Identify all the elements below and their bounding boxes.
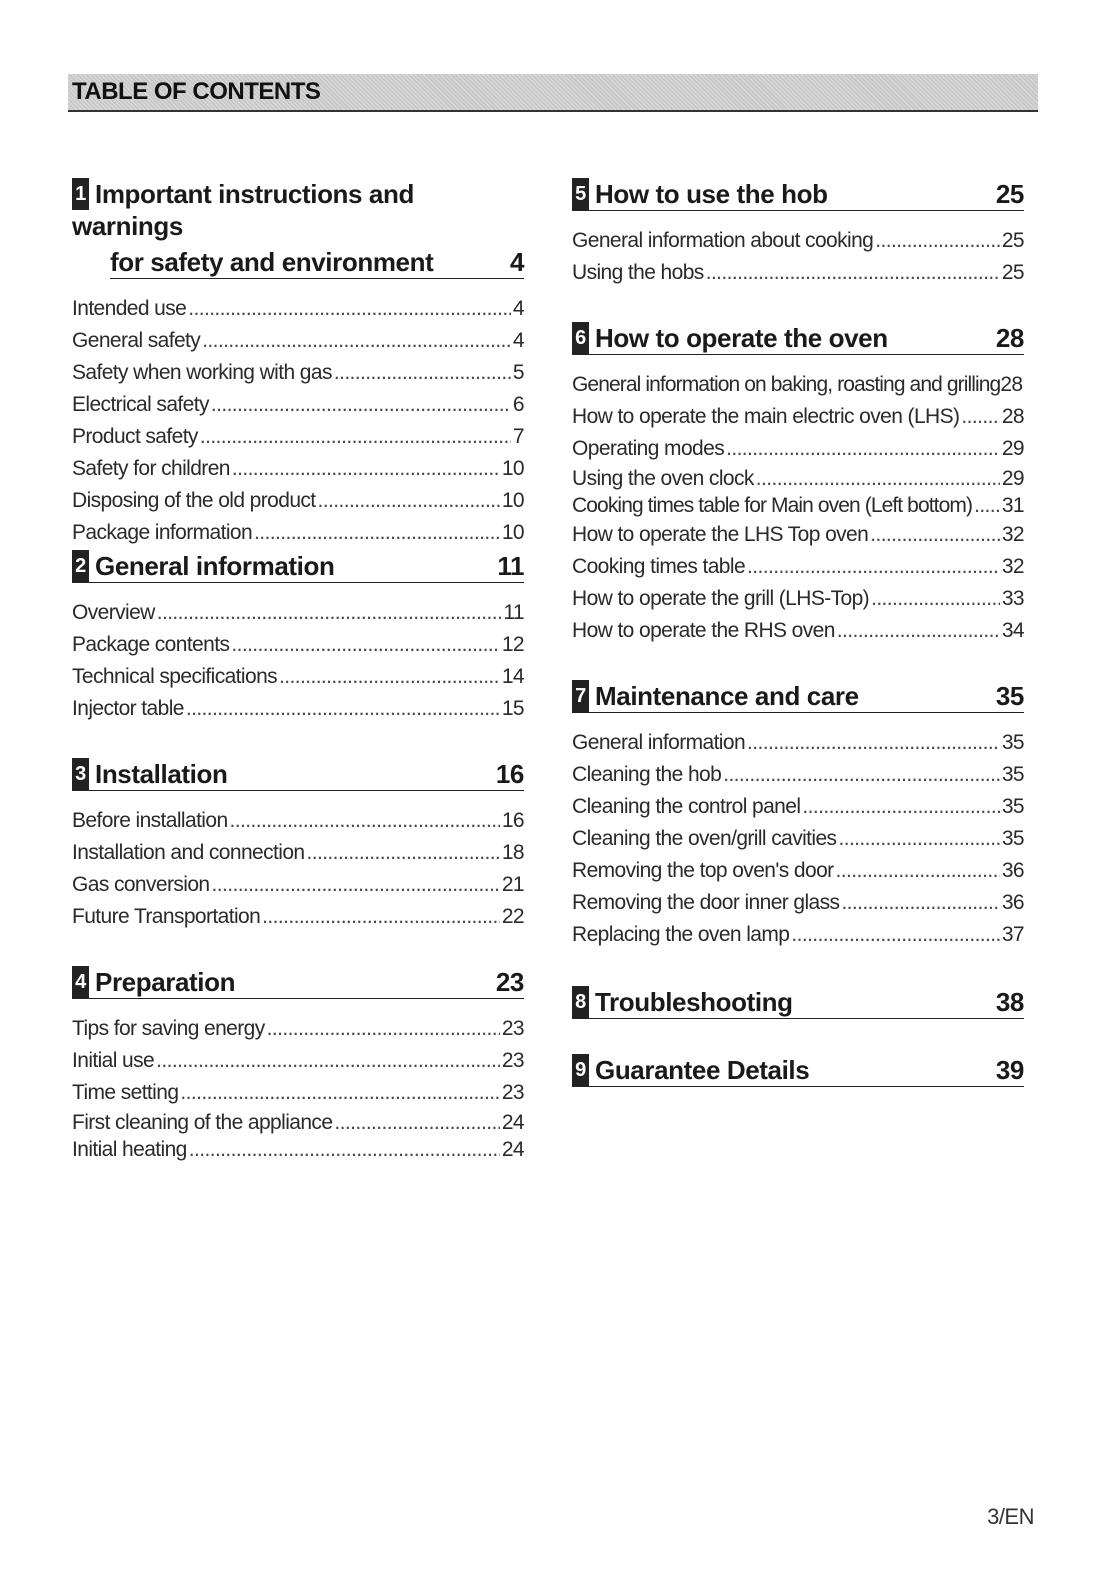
entry-page: 32 [1001,523,1024,546]
entry-label: Safety when working with gas [72,361,332,384]
dot-leader [747,551,1000,583]
toc-entry[interactable] [572,887,1024,919]
entry-label: Disposing of the old product [72,489,316,512]
entry-label: Cooking times table [572,555,746,578]
dot-leader [875,225,1000,257]
section-heading-5[interactable] [572,178,1024,211]
entry-page: 36 [1001,891,1024,914]
toc-entry[interactable] [72,869,524,901]
entry-label: Installation and connection [72,841,305,864]
dot-leader [841,887,999,919]
entry-label: Before installation [72,809,228,832]
toc-section-5 [572,178,1024,289]
entry-page: 28 [1000,373,1023,396]
dot-leader [186,693,500,725]
entry-page: 7 [512,425,524,448]
dot-leader [202,325,511,357]
entry-label: Gas conversion [72,873,210,896]
section-entries [572,225,1024,289]
entry-page: 35 [1001,731,1024,754]
toc-entry[interactable] [572,369,1024,401]
section-page-number: 16 [495,759,524,789]
section-page-number: 4 [509,247,524,277]
entry-label: General information [572,731,746,754]
section-title: Installation [95,759,228,789]
section-number-badge: 6 [572,322,589,354]
section-page-number: 39 [995,1055,1024,1085]
entry-page: 35 [1001,795,1024,818]
toc-entry[interactable] [572,919,1024,951]
dot-leader [267,1013,500,1045]
section-title: General information [95,551,335,581]
section-page-number: 35 [995,681,1024,711]
entry-label: How to operate the RHS oven [572,619,835,642]
entry-page: 37 [1001,923,1024,946]
section-heading-1-line2[interactable] [110,246,524,279]
toc-entry[interactable] [72,1045,524,1077]
section-heading-8[interactable] [572,986,1024,1019]
toc-section-8 [572,986,1024,1019]
toc-entry[interactable] [572,583,1024,615]
entry-label: Replacing the oven lamp [572,923,790,946]
toc-entry[interactable] [72,421,524,453]
entry-label: Cleaning the control panel [572,795,801,818]
dot-leader [871,583,1000,615]
entry-label: Initial use [72,1049,155,1072]
entry-label: Overview [72,601,155,624]
toc-entry[interactable] [72,517,524,549]
toc-entry[interactable] [72,693,524,725]
entry-label: First cleaning of the appliance [72,1111,333,1134]
section-heading-4[interactable] [72,966,524,999]
toc-entry[interactable] [572,401,1024,433]
toc-entry[interactable] [72,837,524,869]
toc-entry[interactable] [572,519,1024,551]
entry-page: 18 [501,841,524,864]
dot-leader [802,791,999,823]
entry-label: General information on baking, roasting and grilling [572,373,1001,396]
section-number-badge: 5 [572,178,589,210]
toc-entry[interactable] [572,257,1024,289]
dot-leader [334,357,511,389]
entry-label: Time setting [72,1081,179,1104]
entry-page: 24 [501,1138,524,1161]
dot-leader [262,901,500,933]
toc-entry[interactable] [572,225,1024,257]
dot-leader [726,433,1000,465]
entry-page: 4 [512,329,524,352]
toc-entry[interactable] [72,453,524,485]
section-number-badge: 7 [572,680,589,712]
toc-entry[interactable] [72,293,524,325]
section-number-badge: 9 [572,1054,589,1086]
dot-leader [838,823,999,855]
section-page-number: 25 [995,179,1024,209]
toc-header-bar [68,74,1038,112]
entry-label: Removing the door inner glass [572,891,840,914]
section-heading-3[interactable] [72,758,524,791]
section-title: Guarantee Details [595,1055,810,1085]
entry-label: Package information [72,521,253,544]
entry-label: Future Transportation [72,905,261,928]
toc-entry[interactable] [572,727,1024,759]
toc-entry[interactable] [572,551,1024,583]
entry-label: How to operate the main electric oven (LHS) [572,405,960,428]
entry-page: 11 [503,601,524,624]
dot-leader [747,727,1000,759]
section-page-number: 38 [995,987,1024,1017]
section-title: Maintenance and care [595,681,859,711]
section-title: How to use the hob [595,179,828,209]
dot-leader [188,293,511,325]
entry-label: Removing the top oven's door [572,859,834,882]
section-entries [72,293,524,549]
entry-page: 6 [512,393,524,416]
entry-page: 24 [501,1111,524,1134]
entry-label: Cooking times table for Main oven (Left bottom) [572,494,973,517]
section-heading-2[interactable] [72,550,524,583]
entry-page: 29 [1001,437,1024,460]
section-title: Troubleshooting [595,987,793,1017]
dot-leader [211,389,511,421]
toc-entry[interactable] [572,823,1024,855]
section-title-line1: Important instructions and warnings [72,179,414,241]
dot-leader [837,615,1000,647]
entry-label: Product safety [72,425,198,448]
dot-leader [318,485,500,517]
entry-page: 32 [1001,555,1024,578]
entry-label: Using the oven clock [572,467,754,490]
entry-page: 16 [501,809,524,832]
entry-page: 4 [512,297,524,320]
entry-page: 22 [501,905,524,928]
entry-page: 23 [501,1049,524,1072]
dot-leader [836,855,1000,887]
dot-leader [706,257,1000,289]
toc-entry[interactable] [72,1136,524,1163]
section-entries [572,727,1024,951]
section-title: How to operate the oven [595,323,888,353]
entry-page: 29 [1001,467,1024,490]
dot-leader [306,837,499,869]
dot-leader [756,465,1000,492]
toc-entry[interactable] [72,1109,524,1136]
toc-entry[interactable] [572,433,1024,465]
toc-section-2 [72,550,524,725]
entry-page: 34 [1001,619,1024,642]
entry-page: 36 [1001,859,1024,882]
section-title-line2: for safety and environment [110,247,434,277]
dot-leader [254,517,500,549]
entry-page: 23 [501,1081,524,1104]
section-number-badge: 4 [72,966,89,998]
section-heading-1[interactable] [72,178,524,242]
entry-label: Safety for children [72,457,230,480]
section-page-number: 11 [497,551,524,581]
toc-section-9 [572,1054,1024,1087]
toc-entry[interactable] [572,615,1024,647]
entry-label: Cleaning the oven/grill cavities [572,827,837,850]
toc-entry[interactable] [572,759,1024,791]
dot-leader [870,519,1000,551]
section-number-badge: 8 [572,986,589,1018]
dot-leader [230,805,500,837]
toc-entry[interactable] [72,629,524,661]
section-page-number: 28 [995,323,1024,353]
toc-entry[interactable] [72,901,524,933]
entry-page: 15 [501,697,524,720]
section-number-badge: 3 [72,758,89,790]
entry-label: Tips for saving energy [72,1017,265,1040]
entry-label: Initial heating [72,1138,187,1161]
toc-title: TABLE OF CONTENTS [72,78,321,105]
dot-leader [200,421,511,453]
section-entries [572,369,1024,647]
entry-page: 10 [501,489,524,512]
entry-page: 21 [501,873,524,896]
toc-section-3 [72,758,524,933]
entry-label: Package contents [72,633,230,656]
toc-entry[interactable] [72,325,524,357]
toc-section-7 [572,680,1024,951]
dot-leader [232,453,500,485]
dot-leader [156,1045,500,1077]
dot-leader [974,492,1000,519]
entry-label: Electrical safety [72,393,209,416]
dot-leader [189,1136,500,1163]
section-number-badge: 2 [72,550,89,582]
entry-page: 35 [1001,763,1024,786]
entry-page: 23 [501,1017,524,1040]
entry-label: How to operate the LHS Top oven [572,523,869,546]
dot-leader [231,629,499,661]
toc-entry[interactable] [72,1077,524,1109]
entry-page: 14 [501,665,524,688]
dot-leader [723,759,1000,791]
section-heading-6[interactable] [572,322,1024,355]
section-title: Preparation [95,967,236,997]
toc-entry[interactable] [72,597,524,629]
entry-page: 10 [501,457,524,480]
entry-label: General safety [72,329,201,352]
section-number-badge: 1 [72,178,89,210]
toc-entry[interactable] [72,661,524,693]
entry-page: 5 [512,361,524,384]
toc-entry[interactable] [572,465,1024,492]
dot-leader [791,919,999,951]
entry-label: General information about cooking [572,229,874,252]
entry-page: 28 [1001,405,1024,428]
entry-page: 35 [1001,827,1024,850]
entry-page: 31 [1001,494,1024,517]
entry-label: Injector table [72,697,184,720]
dot-leader [157,597,502,629]
dot-leader [180,1077,499,1109]
toc-section-1 [72,178,524,549]
entry-label: Using the hobs [572,261,704,284]
section-entries [72,597,524,725]
toc-entry[interactable] [72,805,524,837]
dot-leader [961,401,999,433]
dot-leader [279,661,500,693]
section-entries [72,1013,524,1163]
toc-entry[interactable] [72,485,524,517]
section-heading-9[interactable] [572,1054,1024,1087]
dot-leader [212,869,500,901]
entry-page: 12 [501,633,524,656]
toc-entry[interactable] [72,357,524,389]
entry-label: Technical specifications [72,665,278,688]
entry-label: Intended use [72,297,187,320]
entry-label: Operating modes [572,437,725,460]
toc-entry[interactable] [572,855,1024,887]
entry-page: 25 [1001,229,1024,252]
page-number-footer: 3/EN [987,1504,1034,1529]
entry-label: How to operate the grill (LHS-Top) [572,587,870,610]
section-page-number: 23 [495,967,524,997]
entry-page: 33 [1001,587,1024,610]
toc-entry[interactable] [572,492,1024,519]
dot-leader [334,1109,499,1136]
section-entries [72,805,524,933]
toc-entry[interactable] [572,791,1024,823]
entry-label: Cleaning the hob [572,763,722,786]
toc-entry[interactable] [72,389,524,421]
entry-page: 25 [1001,261,1024,284]
entry-page: 10 [501,521,524,544]
section-heading-7[interactable] [572,680,1024,713]
toc-entry[interactable] [72,1013,524,1045]
toc-section-4 [72,966,524,1163]
toc-section-6 [572,322,1024,647]
